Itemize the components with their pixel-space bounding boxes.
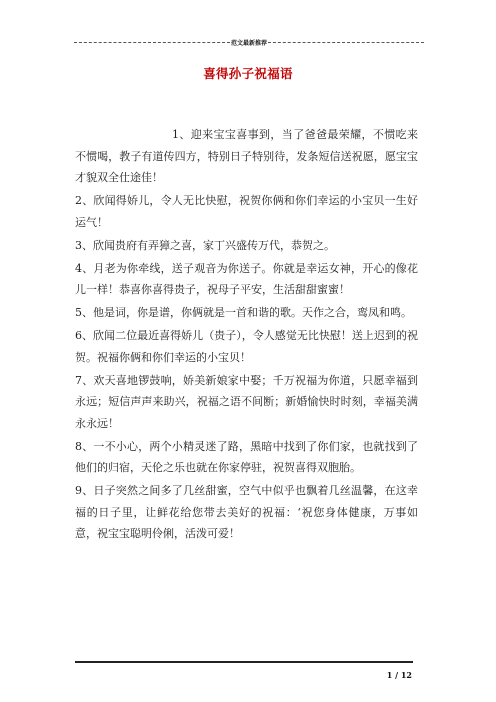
paragraph-4: 4、月老为你牵线，送子观音为你送子。你就是幸运女神，开心的像花儿一样！恭喜你喜得贵子，祝母子平安，生活甜甜蜜蜜！: [75, 261, 418, 296]
paragraph-1: 1、迎来宝宝喜事到，当了爸爸最荣耀，不惯吃来不惯喝，教子有道传四方，特别日子特别待，发条短信送祝愿，愿宝宝才貌双全仕途佳！: [75, 128, 418, 184]
paragraph-7: 7、欢天喜地锣鼓响，娇美新娘家中娶；千万祝福为你道，只愿幸福到永远；短信声声来助兴，祝福之语不间断；新婚愉快时时刻，幸福美满永永远！: [75, 373, 418, 430]
paragraph-5: 5、他是词，你是谱，你俩就是一首和谐的歌。天作之合，鸾凤和鸣。: [75, 306, 412, 319]
header-rule-right: [268, 42, 424, 43]
footer-rule: [75, 661, 413, 663]
paragraph-6: 6、欣闻二位最近喜得娇儿（贵子），令人感觉无比快慰！送上迟到的祝贺。祝福你俩和你们幸运的小宝贝！: [75, 329, 418, 364]
paragraph-2: 2、欣闻得娇儿，令人无比快慰，祝贺你俩和你们幸运的小宝贝一生好运气！: [75, 194, 418, 229]
header-rule-left: [74, 42, 230, 43]
header-label: 范文最新推荐: [231, 40, 268, 47]
paragraph-8: 8、一不小心，两个小精灵迷了路，黑暗中找到了你们家，也就找到了他们的归宿，天伦之乐也就在你家停驻，祝贺喜得双胞胎。: [75, 439, 418, 474]
paragraph-9: 9、日子突然之间多了几丝甜蜜，空气中似乎也飘着几丝温馨，在这幸福的日子里，让鲜花给您带去美好的祝福：‘祝您身体健康，万事如意，祝宝宝聪明伶俐，活泼可爱！: [75, 484, 418, 540]
document-body: [75, 124, 418, 546]
page-number: 1 / 12: [386, 670, 412, 680]
document-title: 喜得孙子祝福语: [203, 66, 293, 81]
paragraph-3: 3、欣闻贵府有弄獐之喜，家丁兴盛传万代，恭贺之。: [75, 238, 335, 252]
page-header: [74, 38, 424, 47]
